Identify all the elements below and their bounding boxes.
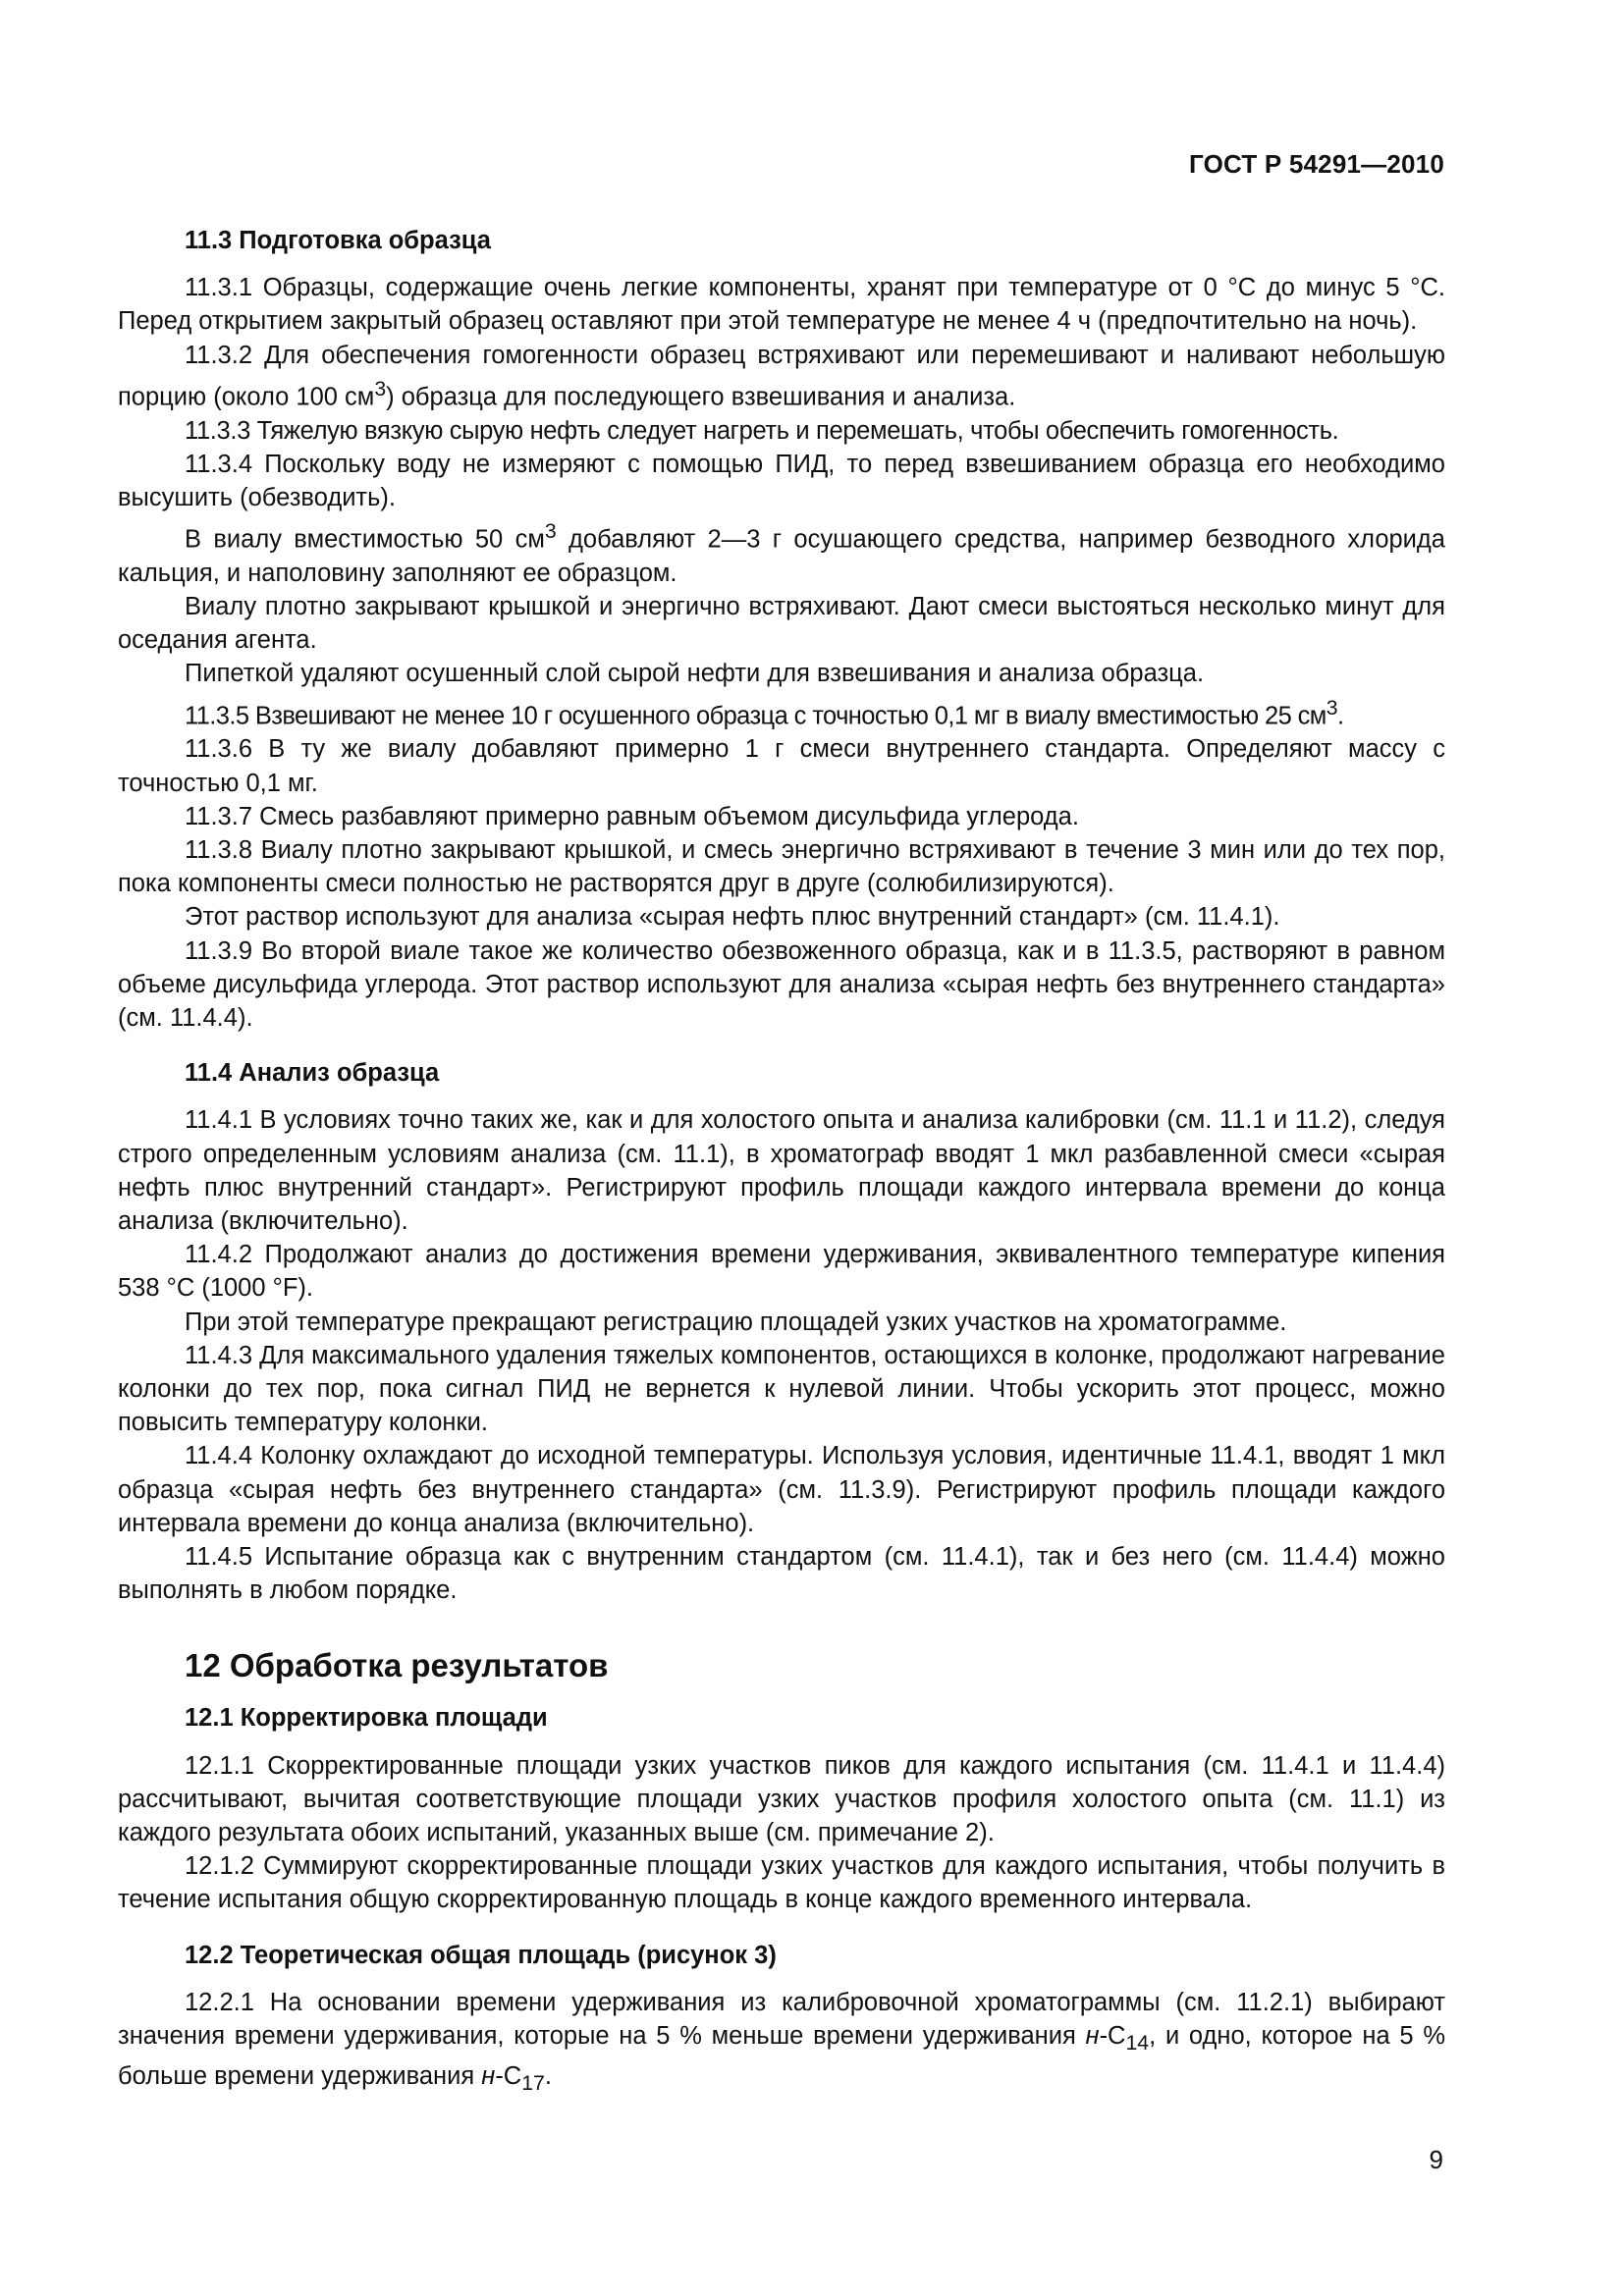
section-12-title: 12 Обработка результатов [185,1647,609,1684]
paragraph: 11.4.4 Колонку охлаждают до исходной температуры. Используя условия, идентичные 11.4.1, вводят 1 мкл образца «сырая нефть без внутреннего стандарта» (см. 11.3.9). Регистрируют профиль площади каждого интервала времени до конца анализа (включительно). [118,1442,1445,1537]
text-run: 11.3.2 Для обеспечения гомогенности образец встряхивают или перемешивают и наливают небольшую порцию (около 100 см [118,341,1445,411]
paragraph: 11.3.4 Поскольку воду не измеряют с помощью ПИД, то перед взвешиванием образца его необходимо высушить (обезводить). [118,450,1445,511]
paragraph: 11.4.2 Продолжают анализ до достижения времени удерживания, эквивалентного температуре кипения 538 °С (1000 °F). [118,1241,1445,1303]
paragraph: 11.3.8 Виалу плотно закрывают крышкой, и смесь энергично встряхивают в течение 3 мин или до тех пор, пока компоненты смеси полностью не растворятся друг в друге (солюбилизируются). [118,835,1445,898]
text-run: -С [495,2062,522,2091]
text-run: -С [1099,2022,1126,2051]
page-number: 9 [1429,2145,1443,2174]
paragraph [118,514,1445,590]
paragraph: 11.3.6 В ту же виалу добавляют примерно 1 г смеси внутреннего стандарта. Определяют массу с точностью 0,1 мг. [118,735,1445,797]
paragraph: 11.4.3 Для максимального удаления тяжелых компонентов, остающихся в колонке, продолжают нагревание колонки до тех пор, пока сигнал ПИД не вернется к нулевой линии. Чтобы ускорить этот процесс, можно повысить температуру колонки. [118,1341,1445,1437]
superscript: 3 [544,519,557,544]
subscript: 17 [521,2071,545,2096]
paragraph: Виалу плотно закрывают крышкой и энергично встряхивают. Дают смеси выстояться несколько минут для оседания агента. [118,593,1445,655]
paragraph: При этой температуре прекращают регистрацию площадей узких участков на хроматограмме. [185,1308,1287,1336]
paragraph [118,339,1445,414]
paragraph: 12.1.2 Суммируют скорректированные площади узких участков для каждого испытания, чтобы получить в течение испытания общую скорректированную площадь в конце каждого временного интервала. [118,1852,1445,1914]
text-run: , и одно, которое на 5 % больше времени удерживания [118,2022,1445,2091]
paragraph [118,691,1445,733]
text-run: 11.3.5 Взвешивают не менее 10 г осушенного образца с точностью 0,1 мг в виалу вместимостью 25 см [185,702,1326,730]
section-12-2-title: 12.2 Теоретическая общая площадь (рисунок 3) [185,1941,777,1969]
italic-run: н [481,2062,496,2091]
subscript: 14 [1125,2031,1150,2056]
section-11-4-title: 11.4 Анализ образца [185,1059,440,1088]
paragraph: 11.3.3 Тяжелую вязкую сырую нефть следует нагреть и перемешать, чтобы обеспечить гомогенность. [185,416,1339,445]
document-id-header: ГОСТ Р 54291—2010 [1189,149,1444,179]
text-run: В виалу вместимостью 50 см [185,525,545,554]
superscript: 3 [374,376,387,400]
paragraph: Этот раствор используют для анализа «сырая нефть плюс внутренний стандарт» (см. 11.4.1). [185,903,1280,932]
text-run: . [544,2062,552,2091]
paragraph: 11.3.7 Смесь разбавляют примерно равным объемом дисульфида углерода. [185,802,1079,830]
superscript: 3 [1326,695,1337,720]
text-run: добавляют 2—3 г осушающего средства, например безводного хлорида кальция, и наполовину заполняют ее образцом. [118,525,1445,587]
paragraph [118,1986,1445,2101]
section-12-1-title: 12.1 Корректировка площади [185,1704,548,1733]
paragraph: 12.1.1 Скорректированные площади узких участков пиков для каждого испытания (см. 11.4.1 и 11.4.4) рассчитывают, вычитая соответствующие площади узких участков профиля холостого опыта (см. 11.1) из каждого результата обоих испытаний, указанных выше (см. примечание 2). [118,1751,1445,1847]
section-11-3-title: 11.3 Подготовка образца [185,227,491,254]
text-run: ) образца для последующего взвешивания и анализа. [386,383,1016,411]
paragraph: 11.3.9 Во второй виале такое же количество обезвоженного образца, как и в 11.3.5, растворяют в равном объеме дисульфида углерода. Этот раствор используют для анализа «сырая нефть без внутреннего стандарта» (см. 11.4.4). [118,936,1445,1032]
text-run: 12.2.1 На основании времени удерживания из калибровочной хроматограммы (см. 11.2.1) выбирают значения времени удерживания, которые на 5 % меньше времени удерживания [118,1988,1445,2051]
paragraph: Пипеткой удаляют осушенный слой сырой нефти для взвешивания и анализа образца. [185,660,1205,688]
paragraph: 11.4.5 Испытание образца как с внутренним стандартом (см. 11.4.1), так и без него (см. 11.4.4) можно выполнять в любом порядке. [118,1543,1445,1605]
paragraph: 11.4.1 В условиях точно таких же, как и для холостого опыта и анализа калибровки (см. 11.1 и 11.2), следуя строго определенным условиям анализа (см. 11.1), в хроматограф вводят 1 мкл разбавленной смеси «сырая нефть плюс внутренний стандарт». Регистрируют профиль площади каждого интервала времени до конца анализа (включительно). [118,1106,1445,1235]
italic-run: н [1085,2022,1100,2051]
paragraph: 11.3.1 Образцы, содержащие очень легкие компоненты, хранят при температуре от 0 °С до минус 5 °С. Перед открытием закрытый образец оставляют при этой температуре не менее 4 ч (предпочтительно на ночь). [118,274,1445,336]
page-content [118,224,1445,2101]
text-run: . [1336,702,1344,730]
